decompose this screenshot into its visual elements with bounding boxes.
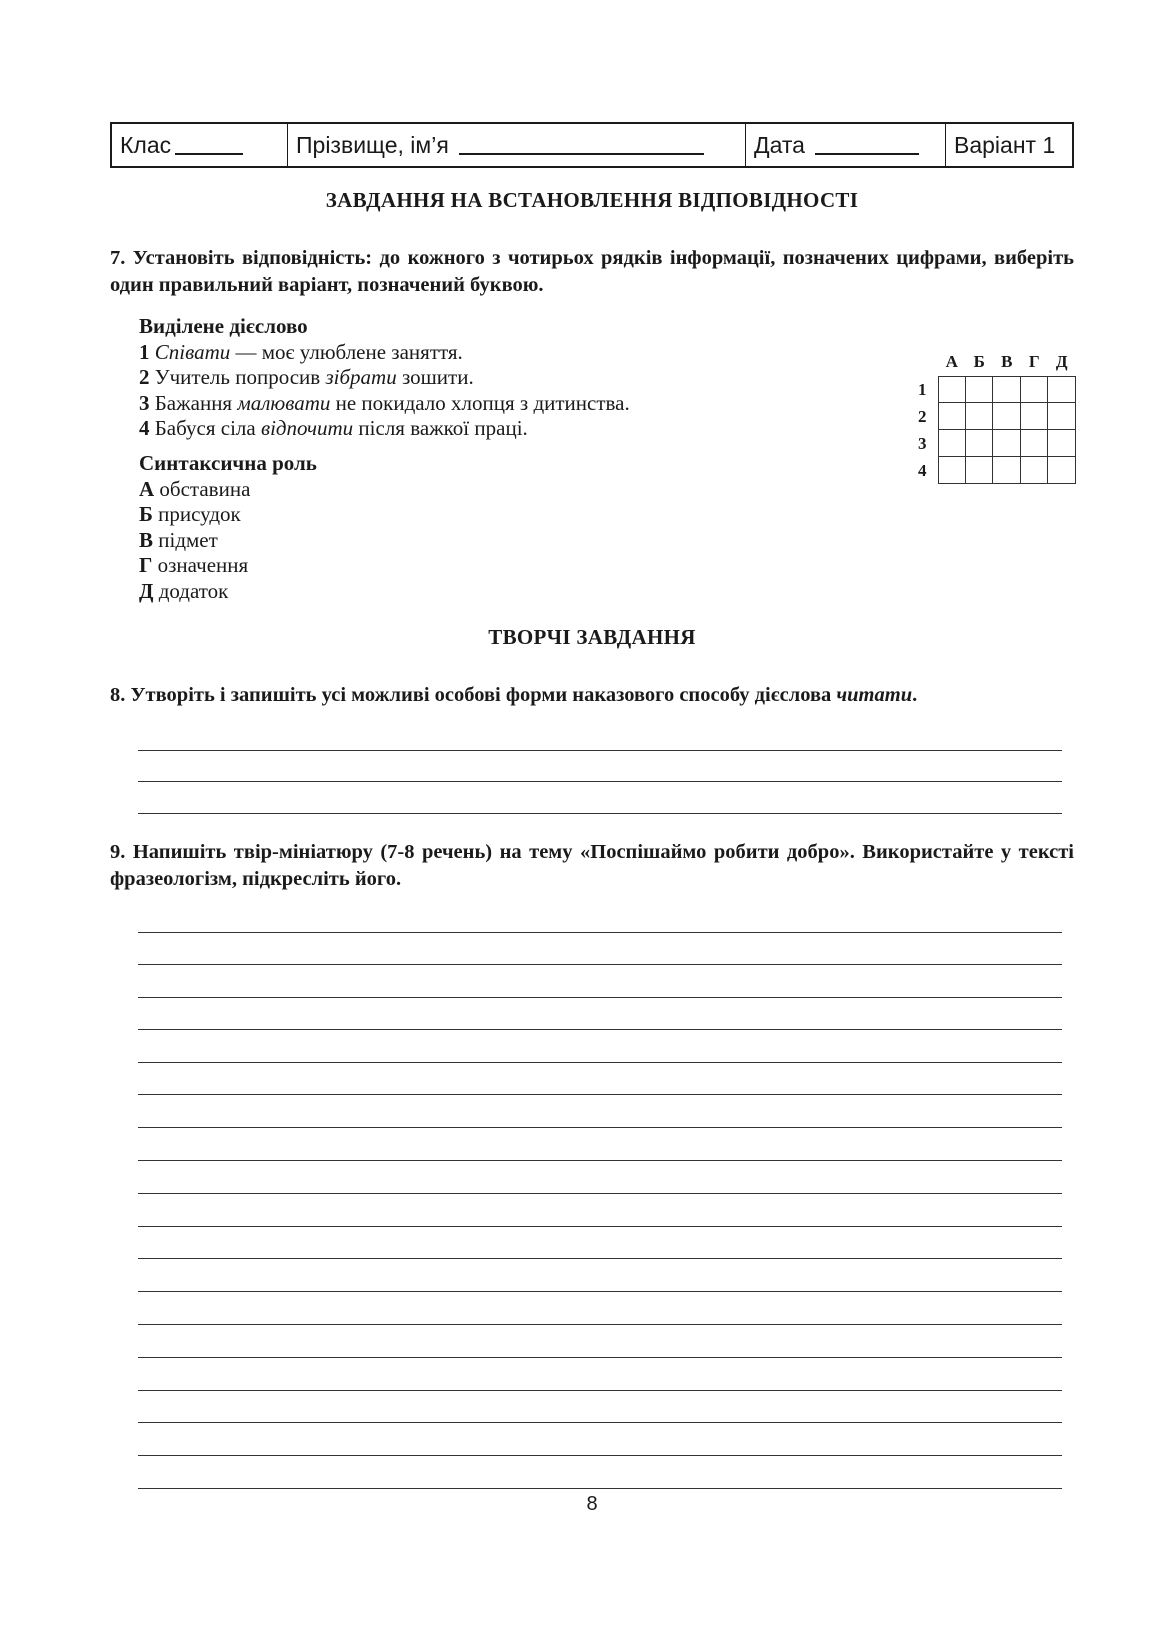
class-label: Клас	[120, 131, 172, 158]
answer-cell[interactable]	[993, 403, 1021, 430]
role-item: Г означення	[139, 553, 249, 577]
answer-line[interactable]	[138, 1422, 1062, 1423]
verb-item: 2 Учитель попросив зібрати зошити.	[139, 365, 474, 389]
grid-row-label: 1	[918, 379, 927, 399]
answer-line[interactable]	[138, 1488, 1062, 1489]
answer-line[interactable]	[138, 781, 1062, 782]
answer-line[interactable]	[138, 997, 1062, 998]
answer-grid	[918, 352, 1076, 484]
student-info-header	[110, 122, 1074, 168]
role-item: Д додаток	[139, 578, 229, 603]
grid-column-label: Г	[1028, 352, 1040, 371]
answer-line[interactable]	[138, 750, 1062, 751]
page-number: 8	[586, 1493, 598, 1515]
verbs-block	[139, 314, 630, 442]
grid-row-label: 4	[918, 460, 927, 480]
answer-line[interactable]	[138, 964, 1062, 965]
answer-cell[interactable]	[1021, 457, 1049, 484]
answer-grid-row	[918, 457, 1076, 484]
answer-line[interactable]	[138, 1193, 1062, 1194]
grid-column-label: Б	[973, 352, 985, 371]
answer-line[interactable]	[138, 1455, 1062, 1456]
grid-column-label: В	[1001, 352, 1013, 371]
name-blank[interactable]	[459, 135, 704, 155]
date-blank[interactable]	[815, 135, 919, 155]
answer-cell[interactable]	[938, 376, 966, 403]
task-9-text: 9. Напишіть твір-мініатюру (7-8 речень) на тему «Поспішаймо робити добро». Використайте у тексті фразеологізм, підкресліть його.	[110, 841, 1074, 890]
answer-line[interactable]	[138, 1226, 1062, 1227]
verbs-heading: Виділене дієслово	[139, 314, 308, 338]
section-title-matching: ЗАВДАННЯ НА ВСТАНОВЛЕННЯ ВІДПОВІДНОСТІ	[325, 188, 859, 212]
task-7-text: 7. Установіть відповідність: до кожного з чотирьох рядків інформації, позначених цифрами, виберіть один правильний варіант, позначений буквою.	[110, 247, 1074, 296]
answer-cell[interactable]	[1048, 457, 1076, 484]
answer-grid-row	[918, 376, 1076, 403]
grid-column-label: Д	[1055, 352, 1068, 371]
section-title-creative: ТВОРЧІ ЗАВДАННЯ	[488, 625, 696, 649]
answer-line[interactable]	[138, 1390, 1062, 1391]
answer-line[interactable]	[138, 1258, 1062, 1259]
answer-line[interactable]	[138, 1291, 1062, 1292]
answer-cell[interactable]	[993, 376, 1021, 403]
date-label: Дата	[754, 131, 805, 158]
answer-line[interactable]	[138, 1062, 1062, 1063]
variant-cell	[945, 124, 1072, 166]
answer-cell[interactable]	[938, 403, 966, 430]
grid-column-label: А	[945, 352, 958, 371]
class-blank[interactable]	[175, 135, 243, 155]
answer-line[interactable]	[138, 1324, 1062, 1325]
task-8-text: 8. Утворіть і запишіть усі можливі особові форми наказового способу дієслова читати.	[110, 684, 918, 706]
name-label: Прізвище, ім’я	[296, 131, 449, 158]
answer-line[interactable]	[138, 1357, 1062, 1358]
variant-label: Варіант 1	[954, 131, 1056, 158]
answer-cell[interactable]	[938, 457, 966, 484]
answer-cell[interactable]	[966, 457, 994, 484]
name-field[interactable]	[287, 124, 745, 166]
answer-cell[interactable]	[966, 403, 994, 430]
role-item: Б присудок	[139, 502, 241, 526]
answer-grid-row	[918, 430, 1076, 457]
date-field[interactable]	[745, 124, 945, 166]
answer-line[interactable]	[138, 1094, 1062, 1095]
verb-item: 1 Співати — моє улюблене заняття.	[139, 339, 463, 364]
answer-cell[interactable]	[938, 430, 966, 457]
answer-line[interactable]	[138, 1029, 1062, 1030]
roles-heading: Синтаксична роль	[139, 451, 317, 475]
answer-cell[interactable]	[1021, 430, 1049, 457]
answer-cell[interactable]	[1048, 430, 1076, 457]
answer-grid-columns	[938, 352, 1076, 376]
answer-cell[interactable]	[966, 430, 994, 457]
answer-cell[interactable]	[1048, 376, 1076, 403]
answer-cell[interactable]	[966, 376, 994, 403]
verb-item: 4 Бабуся сіла відпочити після важкої праці.	[139, 416, 528, 440]
role-item: В підмет	[139, 527, 218, 552]
answer-cell[interactable]	[993, 457, 1021, 484]
answer-line[interactable]	[138, 813, 1062, 814]
class-field[interactable]	[112, 124, 287, 166]
answer-line[interactable]	[138, 932, 1062, 933]
answer-grid-row	[918, 403, 1076, 430]
answer-cell[interactable]	[1021, 376, 1049, 403]
answer-cell[interactable]	[1021, 403, 1049, 430]
answer-line[interactable]	[138, 1127, 1062, 1128]
answer-cell[interactable]	[993, 430, 1021, 457]
grid-row-label: 2	[918, 406, 927, 426]
grid-row-label: 3	[918, 433, 927, 453]
answer-line[interactable]	[138, 1160, 1062, 1161]
roles-block	[139, 451, 317, 604]
verb-item: 3 Бажання малювати не покидало хлопця з дитинства.	[139, 390, 630, 415]
role-item: А обставина	[139, 476, 251, 501]
answer-cell[interactable]	[1048, 403, 1076, 430]
